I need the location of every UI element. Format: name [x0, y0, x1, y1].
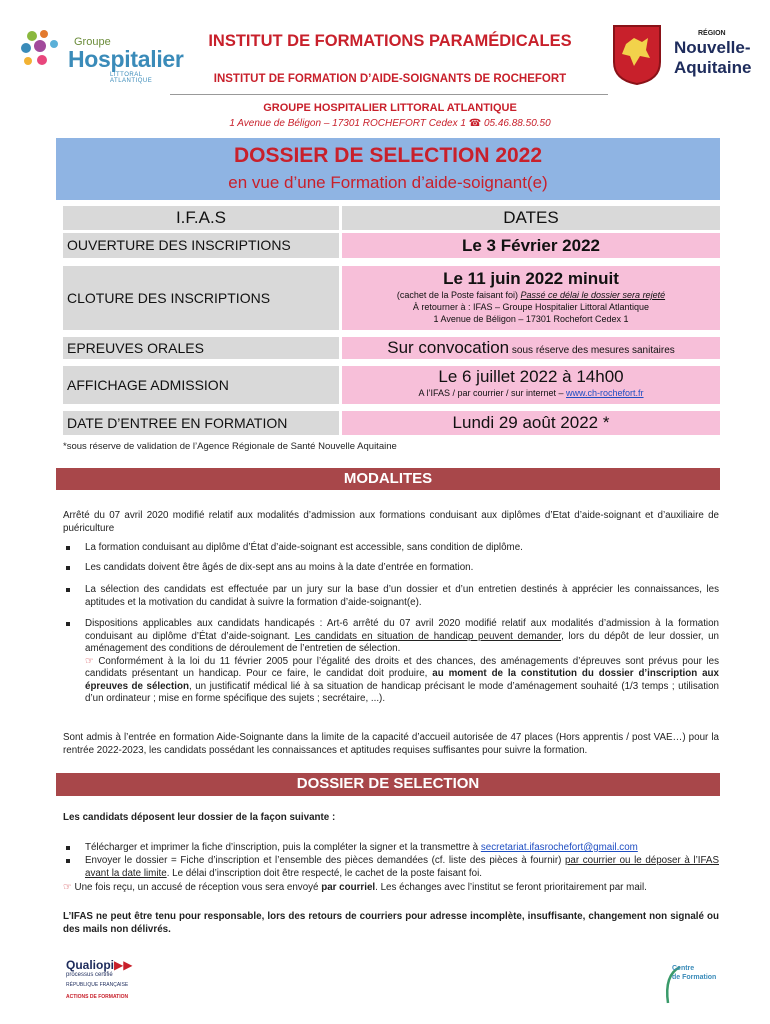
modalites-bullet-4c3: , un justificatif médical lié à sa situation de handicap précisant le mode d’aménagement souhaité (1/3 temps ; utilisation d’un ordinateur ; mise en forme spécifique des sujets ; secrétaire, ...). [85, 680, 719, 704]
affichage-label: AFFICHAGE ADMISSION [63, 366, 339, 404]
bullet-square-icon [66, 566, 70, 570]
cloture-note-a: (cachet de la Poste faisant foi) [396, 290, 521, 300]
logo-littoral-text: LITTORAL ATLANTIQUE [110, 72, 153, 84]
affichage-cell [342, 366, 720, 404]
dossier-accuse-c: . Les échanges avec l’institut se feront prioritairement par mail. [375, 882, 647, 893]
dossier-lead: Les candidats déposent leur dossier de la façon suivante : [63, 812, 336, 823]
cloture-note-b: Passé ce délai le dossier sera rejeté [520, 290, 666, 300]
institute-title: INSTITUT DE FORMATIONS PARAMÉDICALES [208, 32, 572, 50]
dossier-bullet-2 [63, 855, 719, 880]
dossier-bullet-2a: Envoyer le dossier = Fiche d’inscription et l’ensemble des pièces demandées (cf. liste des pièces à fournir) [85, 855, 565, 866]
dossier-banner [56, 138, 720, 200]
cloture-return: À retourner à : IFAS – Groupe Hospitalier Littoral Atlantique [412, 302, 650, 312]
modalites-bullet-4b: , lors du dépôt de leur dossier, un aménagement des conditions de déroulement de l’entretien de sélection. [85, 630, 719, 654]
banner-subtitle: en vue d’une Formation d’aide-soignant(e) [228, 173, 548, 192]
table-header-dates: DATES [342, 206, 720, 230]
dossier-accuse-b: par courriel [321, 882, 376, 893]
ouverture-value: Le 3 Février 2022 [342, 233, 720, 258]
nouvelle-aquitaine-logo [612, 24, 762, 88]
dossier-bullet-2b: . Le délai d’inscription doit être respecté, le cachet de la poste faisant foi. [166, 867, 483, 879]
modalites-bullet-1-text: La formation conduisant au diplôme d’État d’aide-soignant est accessible, sans condition de diplôme. [85, 542, 523, 553]
modalites-bullet-1 [63, 542, 719, 555]
header-divider [170, 94, 608, 95]
modalites-bullet-2-text: Les candidats doivent être âgés de dix-sept ans au moins à la date d’entrée en formation. [85, 562, 474, 573]
entree-label: DATE D’ENTREE EN FORMATION [63, 411, 339, 435]
logo-groupe-text: Groupe [74, 36, 111, 48]
logo-aquitaine-text: Aquitaine [674, 58, 752, 77]
bullet-square-icon [66, 846, 70, 850]
cloture-cell [342, 266, 720, 330]
modalites-bullet-4c1: Conformément à la loi du 11 février 2005 pour l’égalité des droits et des chances, des aménagements d’épreuves sont prévus pour les candidats présentant un handicap. Pour ce faire, le candidat doit produire, [85, 655, 719, 679]
qualiopi-arrows-icon: ▶▶ [114, 958, 133, 972]
affichage-value: Le 6 juillet 2022 à 14h00 [438, 367, 624, 386]
qualiopi-sub: processus certifié [66, 972, 113, 978]
modalites-bullet-3-text: La sélection des candidats est effectuée par un jury sur la base d’un dossier et d’un entretien destinés à apprécier les connaissances, les aptitudes et la motivation du candidat à suivre la formation d’aide-soignant(e). [85, 584, 719, 608]
modalites-bullet-4c2: au moment de la constitution du dossier d’inscription aux épreuves de sélection [85, 668, 719, 692]
cloture-label: CLOTURE DES INSCRIPTIONS [63, 266, 339, 330]
dossier-warning: L’IFAS ne peut être tenu pour responsable, lors des retours de courriers pour adresse incomplète, insuffisante, changement non signalé ou des mails non délivrés. [63, 911, 719, 935]
qualiopi-text [66, 958, 166, 972]
cloture-value: Le 11 juin 2022 minuit [443, 269, 619, 288]
republique-text: RÉPUBLIQUE FRANÇAISE [66, 982, 129, 988]
groupe-hospitalier-logo [18, 26, 184, 84]
ifas-title: INSTITUT DE FORMATION D’AIDE-SOIGNANTS DE ROCHEFORT [213, 73, 567, 85]
qualiopi-logo [66, 958, 166, 1000]
dossier-title: DOSSIER DE SELECTION [56, 773, 720, 796]
table-header-ifas: I.F.A.S [63, 206, 339, 230]
dossier-bullet-1-text: Télécharger et imprimer la fiche d’inscription, puis la compléter la signer et la transmettre à [85, 842, 481, 853]
modalites-bullet-3 [63, 584, 719, 609]
banner-title: DOSSIER DE SELECTION 2022 [233, 144, 543, 167]
admission-paragraph: Sont admis à l’entrée en formation Aide-Soignante dans la limite de la capacité d’accueil autorisée de 47 places (Hors apprentis / post VAE…) pour la rentrée 2022-2023, les candidats possédant les connaissances et aptitudes requises suffisantes pour suivre la formation. [63, 732, 719, 756]
bullet-square-icon [66, 588, 70, 592]
affichage-link[interactable]: www.ch-rochefort.fr [566, 388, 644, 398]
group-name: GROUPE HOSPITALIER LITTORAL ATLANTIQUE [263, 102, 517, 114]
bullet-square-icon [66, 622, 70, 626]
footnote: *sous réserve de validation de l’Agence Régionale de Santé Nouvelle Aquitaine [63, 441, 397, 452]
logo-nouvelle-text: Nouvelle- [674, 38, 751, 57]
modalites-intro: Arrêté du 07 avril 2020 modifié relatif aux modalités d’admission aux formations conduisant aux diplômes d’Etat d’aide-soignant et d’auxiliaire de puériculture [63, 510, 719, 534]
formation-text: de Formation [672, 974, 717, 981]
modalites-bullet-2 [63, 562, 719, 575]
address-line: 1 Avenue de Béligon – 17301 ROCHEFORT Cedex 1 ☎ 05.46.88.50.50 [229, 118, 551, 129]
centre-formation-logo [662, 963, 732, 1009]
pointing-hand-icon: ☞ [85, 655, 94, 667]
affichage-note [342, 387, 720, 399]
dossier-bullet-1 [63, 842, 719, 855]
dossier-accuse [63, 882, 719, 895]
epreuves-value: Sur convocation [387, 338, 510, 357]
dossier-bullet-2u: par courrier ou le déposer à l’IFAS avant la date limite [85, 855, 719, 879]
cloture-note [342, 289, 720, 301]
epreuves-cell [342, 337, 720, 359]
logo-hospitalier-text: Hospitalier [68, 46, 184, 72]
modalites-title: MODALITES [56, 468, 720, 490]
qualiopi-word: Qualiopi [66, 958, 114, 972]
epreuves-note: sous réserve des mesures sanitaires [509, 345, 675, 356]
secretariat-email-link[interactable]: secretariat.ifasrochefort@gmail.com [480, 842, 638, 853]
cloture-address: 1 Avenue de Béligon – 17301 Rochefort Cedex 1 [433, 314, 629, 324]
affichage-note-text: A l’IFAS / par courrier / sur internet – [418, 388, 567, 398]
entree-value: Lundi 29 août 2022 * [342, 411, 720, 435]
region-shield-icon [612, 24, 662, 86]
logo-region-text: RÉGION [698, 30, 726, 37]
dossier-accuse-a: Une fois reçu, un accusé de réception vous sera envoyé [71, 882, 322, 893]
modalites-bullet-4u: Les candidats en situation de handicap peuvent demander [294, 630, 562, 642]
logo-dots-icon [18, 28, 66, 76]
actions-text: ACTIONS DE FORMATION [66, 994, 129, 1000]
centre-text: Centre [672, 965, 695, 972]
epreuves-label: EPREUVES ORALES [63, 337, 339, 359]
pointing-hand-icon: ☞ [63, 882, 72, 893]
modalites-bullet-4 [63, 618, 719, 706]
ouverture-label: OUVERTURE DES INSCRIPTIONS [63, 233, 339, 258]
bullet-square-icon [66, 546, 70, 550]
modalites-bullet-4a: Dispositions applicables aux candidats handicapés : Art-6 arrêté du 07 avril 2020 modifié relatif aux modalités d’admission à la formation conduisant au diplôme d’État d’aide-soignant. [85, 618, 719, 642]
bullet-square-icon [66, 859, 70, 863]
